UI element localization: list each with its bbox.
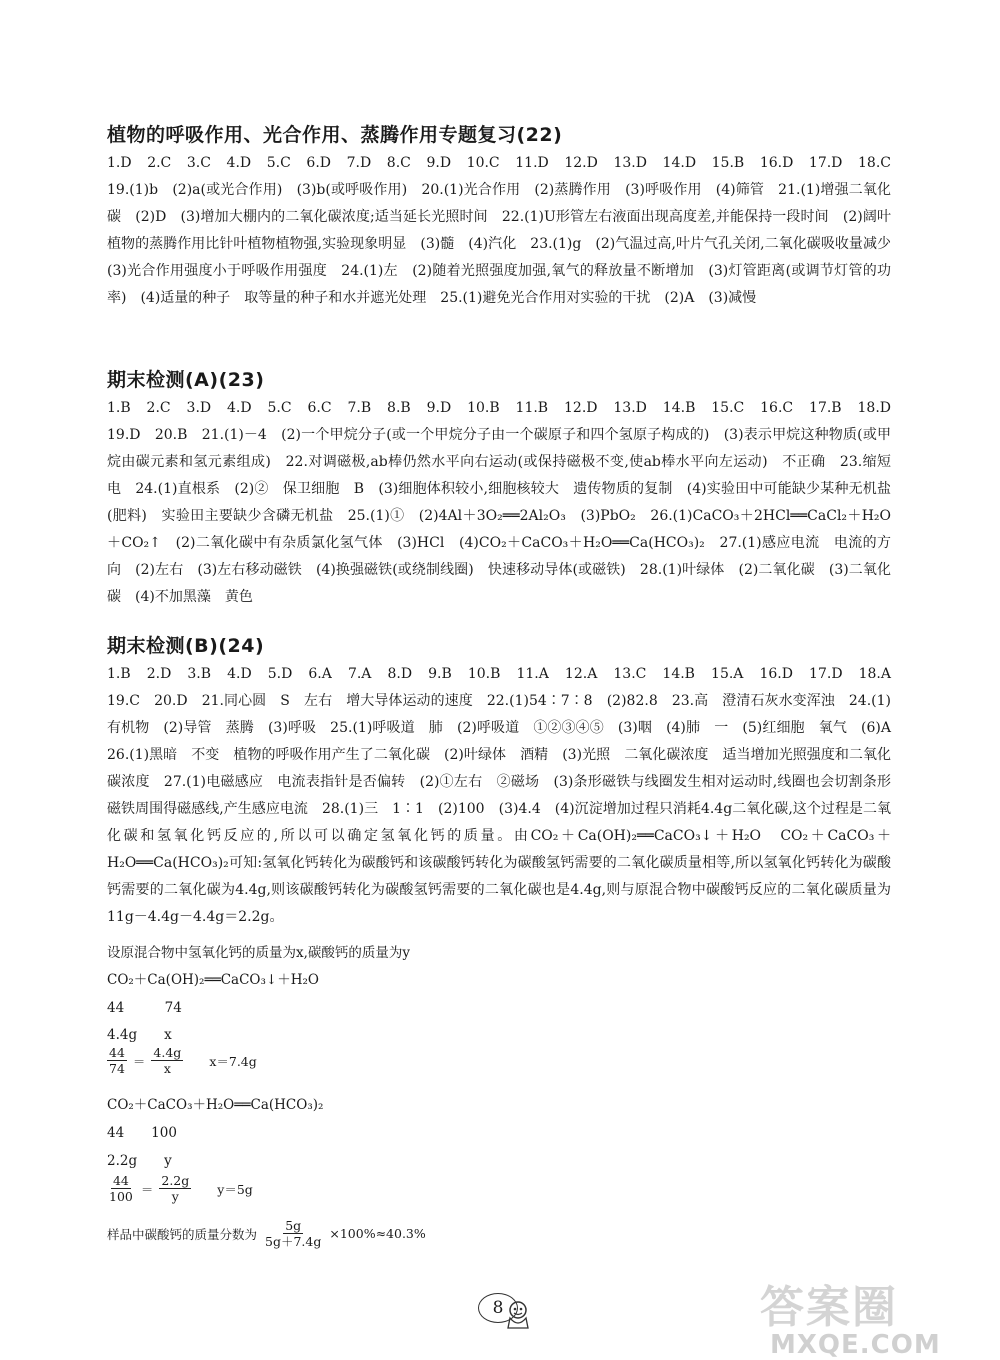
section-title-review: 植物的呼吸作用、光合作用、蒸腾作用专题复习(22)	[107, 124, 563, 146]
watermark-logo: 答案圈 MXQE.COM	[760, 1282, 941, 1360]
calc-final: 样品中碳酸钙的质量分数为 $\frac{5g}{5g+7.4g}$ ×100%≈40.3%	[107, 1218, 426, 1249]
calc-ratio-3: 44 100	[107, 1125, 177, 1141]
calc-intro: 设原混合物中氢氧化钙的质量为x,碳酸钙的质量为y	[107, 945, 411, 961]
section-answers-review: 1.D 2.C 3.C 4.D 5.C 6.D 7.D 8.C 9.D 10.C 11.D 12.D 13.D 14.D 15.B 16.D 17.D 18.C 19.(1)b (2)a(或光合作用) (3)b(或呼吸作用) 20.(1)光合作用 (2)蒸腾作用 (3)呼吸作用 (4)筛管 21.(1)增强二氧化碳 (2)D (3)增加大棚内的二氧化碳浓度;适当延长光照时间 22.(1)U形管左右液面出现高度差,并能保持一段时间 (2)阔叶植物的蒸腾作用比针叶植物植物强,实验现象明显 (3)髓 (4)汽化 23.(1)g (2)气温过高,叶片气孔关闭,二氧化碳吸收量减少 (3)光合作用强度小于呼吸作用强度 24.(1)左 (2)随着光照强度加强,氧气的释放量不断增加 (3)灯管距离(或调节灯管的功率) (4)适量的种子 取等量的种子和水并遮光处理 25.(1)避免光合作用对实验的干扰 (2)A (3)减慢	[107, 155, 905, 306]
section-title-final-a: 期末检测(A)(23)	[107, 369, 265, 391]
calc-ratio-1: 44 74	[107, 1000, 182, 1016]
calc-ratio-4: 2.2g y	[107, 1153, 172, 1169]
section-answers-final-b: 1.B 2.D 3.B 4.D 5.D 6.A 7.A 8.D 9.B 10.B 11.A 12.A 13.C 14.B 15.A 16.D 17.D 18.A 19.C 20.D 21.同心圆 S 左右 增大导体运动的速度 22.(1)54∶7∶8 (2)82.8 23.高 澄清石灰水变浑浊 24.(1)有机物 (2)导管 蒸腾 (3)呼吸 25.(1)呼吸道 肺 (2)呼吸道 ①②③④⑤ (3)咽 (4)肺 一 (5)红细胞 氧气 (6)A 26.(1)黑暗 不变 植物的呼吸作用产生了二氧化碳 (2)叶绿体 酒精 (3)光照 二氧化碳浓度 适当增加光照强度和二氧化碳浓度 27.(1)电磁感应 电流表指针是否偏转 (2)①左右 ②磁场 (3)条形磁铁与线圈发生相对运动时,线圈也会切割条形磁铁周围得磁感线,产生感应电流 28.(1)三 1∶1 (2)100 (3)4.4 (4)沉淀增加过程只消耗4.4g二氧化碳,这个过程是二氧化碳和氢氧化钙反应的,所以可以确定氢氧化钙的质量。由CO₂＋Ca(OH)₂══CaCO₃↓＋H₂O CO₂＋CaCO₃＋H₂O══Ca(HCO₃)₂可知:氢氧化钙转化为碳酸钙和该碳酸钙转化为碳酸氢钙需要的二氧化碳质量相等,所以氢氧化钙转化为碳酸钙需要的二氧化碳为4.4g,则该碳酸钙转化为碳酸氢钙需要的二氧化碳也是4.4g,则与原混合物中碳酸钙反应的二氧化碳质量为11g－4.4g－4.4g＝2.2g。	[107, 666, 905, 925]
section-answers-final-a: 1.B 2.C 3.D 4.D 5.C 6.C 7.B 8.B 9.D 10.B 11.B 12.D 13.D 14.B 15.C 16.C 17.B 18.D 19.D 20.B 21.(1)－4 (2)一个甲烷分子(或一个甲烷分子由一个碳原子和四个氢原子构成的) (3)表示甲烷这种物质(或甲烷由碳元素和氢元素组成) 22.对调磁极,ab棒仍然水平向右运动(或保持磁极不变,使ab棒水平向左运动) 不正确 23.缩短 电 24.(1)直根系 (2)② 保卫细胞 B (3)细胞体积较小,细胞核较大 遗传物质的复制 (4)实验田中可能缺少某种无机盐(肥料) 实验田主要缺少含磷无机盐 25.(1)① (2)4Al＋3O₂══2Al₂O₃ (3)PbO₂ 26.(1)CaCO₃＋2HCl══CaCl₂＋H₂O＋CO₂↑ (2)二氧化碳中有杂质氯化氢气体 (3)HCl (4)CO₂＋CaCO₃＋H₂O══Ca(HCO₃)₂ 27.(1)感应电流 电流的方向 (2)左右 (3)左右移动磁铁 (4)换强磁铁(或绕制线圈) 快速移动导体(或磁铁) 28.(1)叶绿体 (2)二氧化碳 (3)二氧化碳 (4)不加黑藻 黄色	[107, 400, 905, 605]
calc-fraction-2: $\frac{44}{100}$ ＝ $\frac{2.2g}{y}$ y＝5g	[109, 1173, 253, 1204]
mascot-icon	[500, 1298, 536, 1330]
calc-fraction-1: $\frac{44}{74}$ ＝ $\frac{4.4g}{x}$ x＝7.4g	[109, 1045, 257, 1076]
calc-ratio-2: 4.4g x	[107, 1027, 172, 1043]
calc-equation-2: CO₂＋CaCO₃＋H₂O══Ca(HCO₃)₂	[107, 1097, 324, 1113]
section-title-final-b: 期末检测(B)(24)	[107, 635, 265, 657]
calc-equation-1: CO₂＋Ca(OH)₂══CaCO₃↓＋H₂O	[107, 972, 319, 988]
page-number: 8	[478, 1293, 518, 1323]
